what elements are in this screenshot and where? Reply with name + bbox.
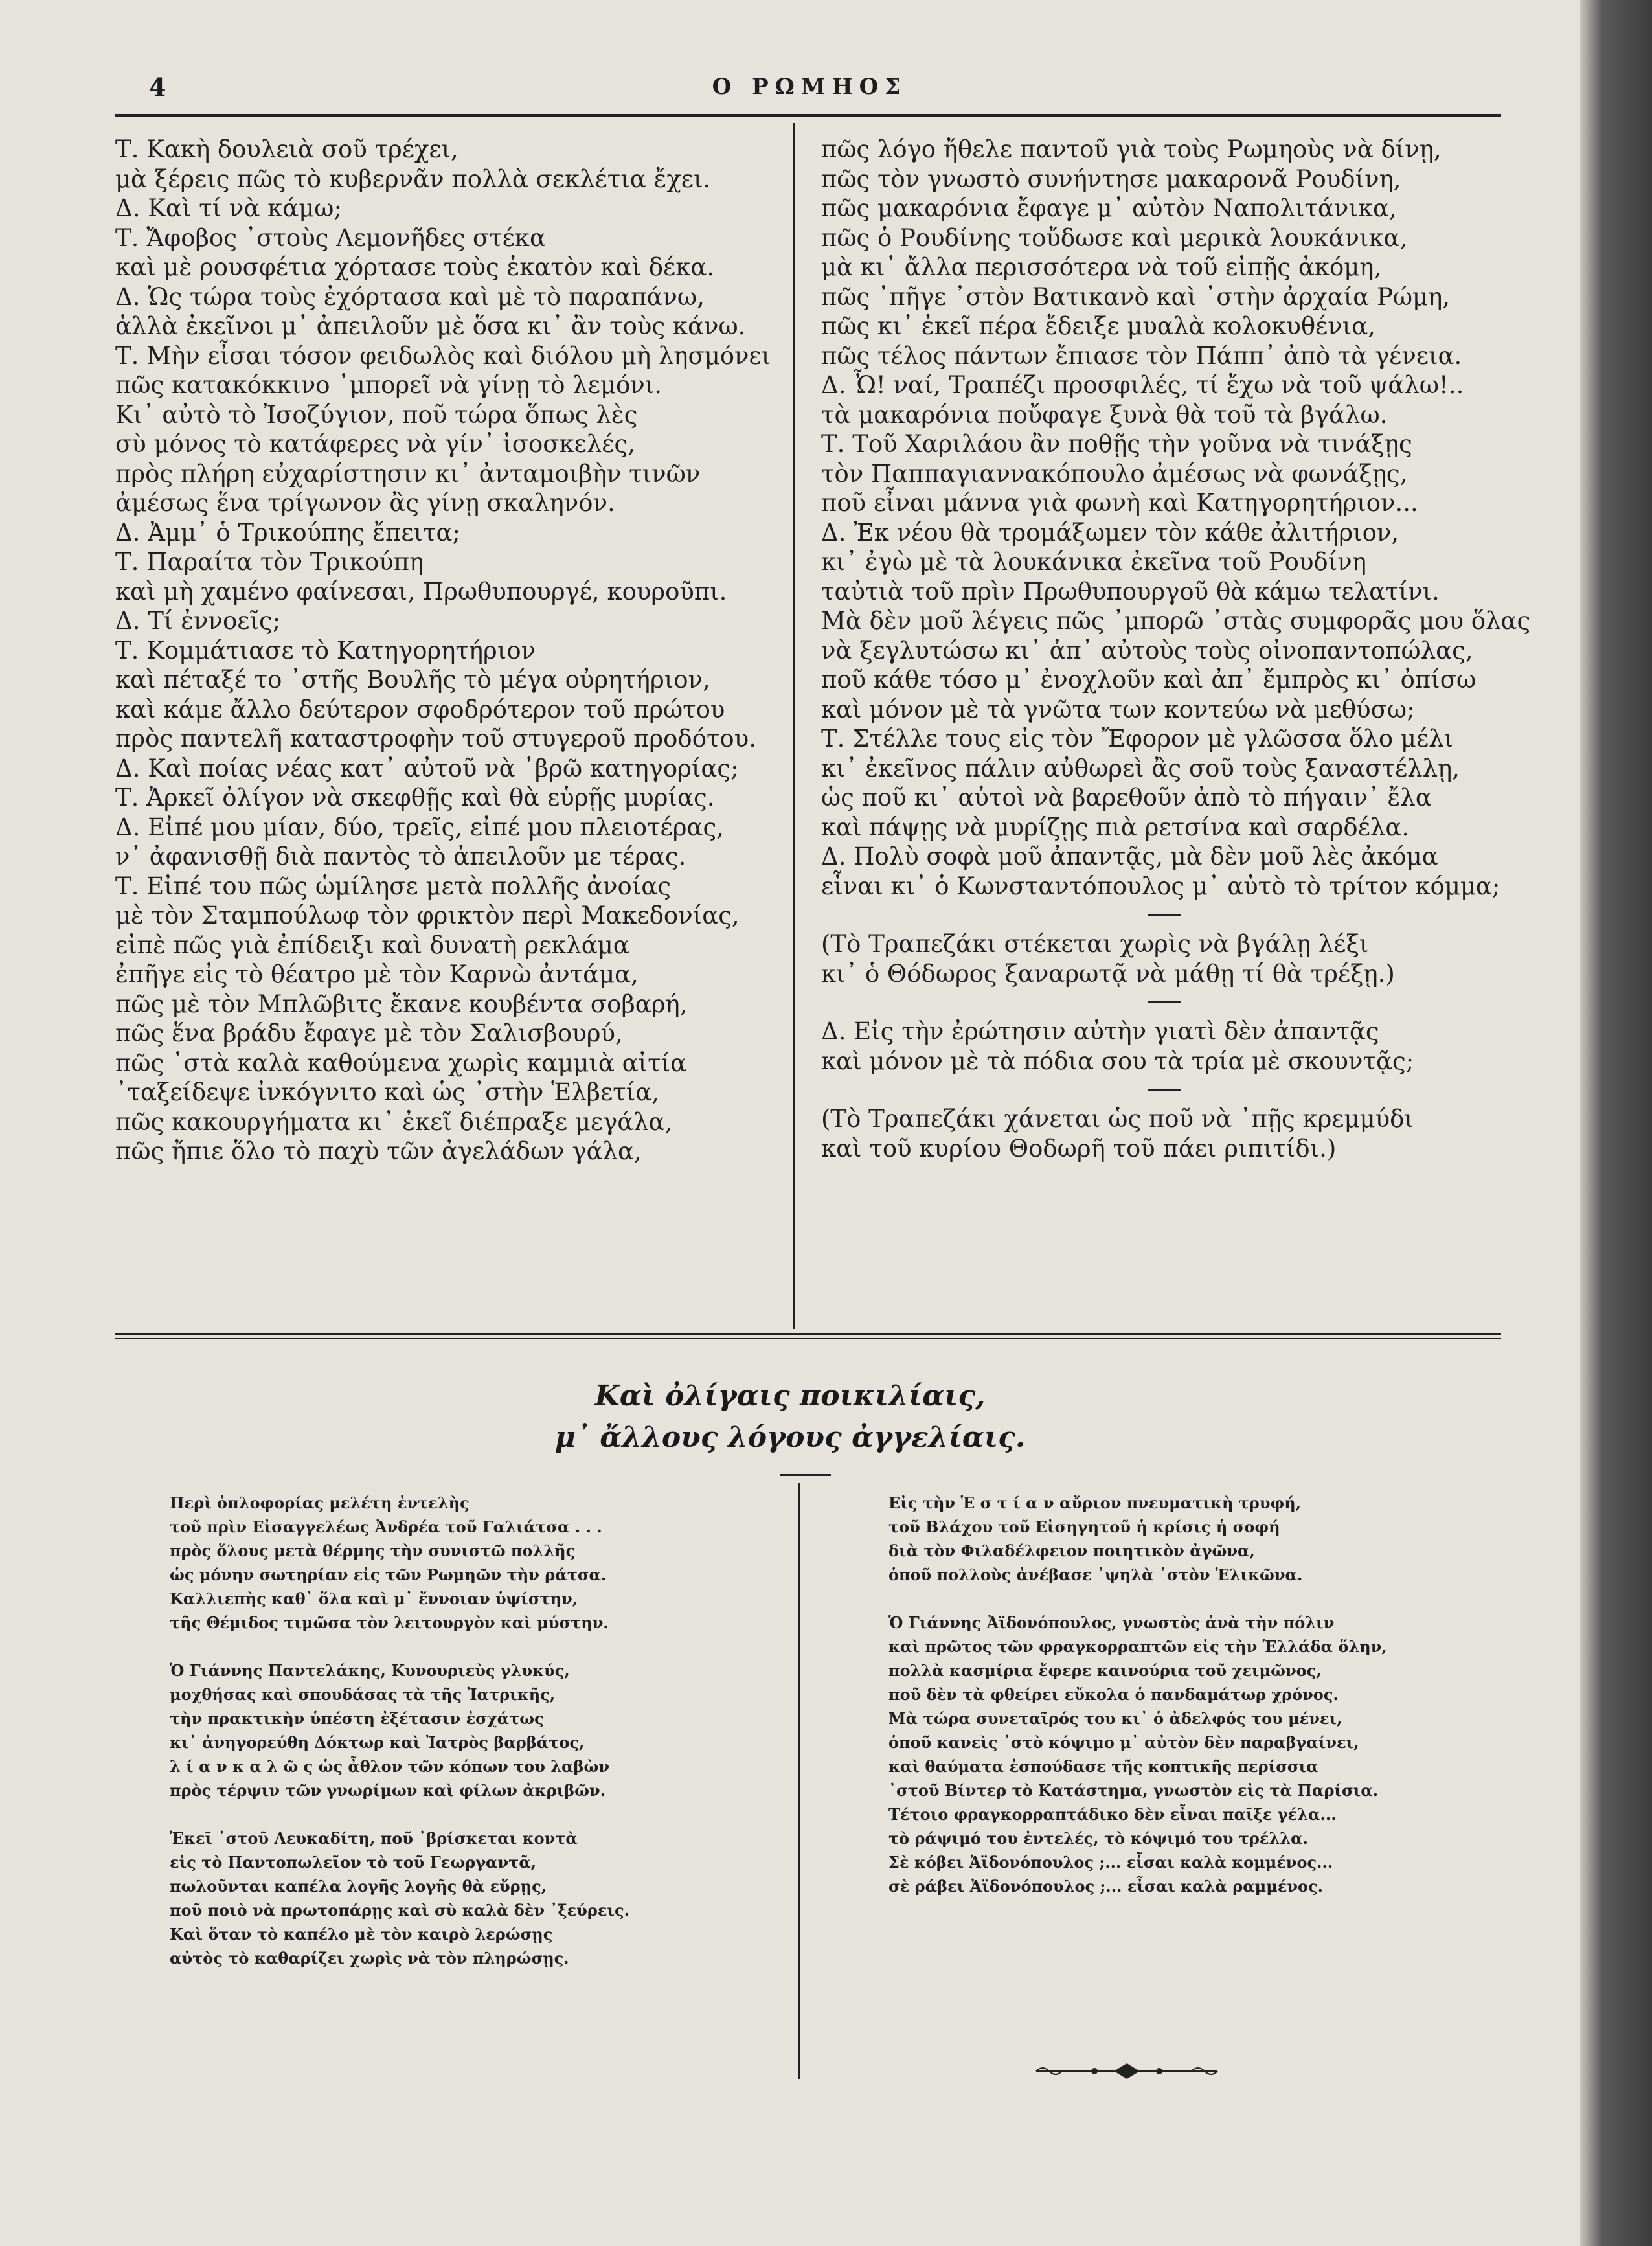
verse-line: πῶς ᾿πῆγε ᾿στὸν Βατικανὸ καὶ ᾿στὴν ἀρχαία Ρώμη,	[821, 282, 1451, 311]
verse-line: (Τὸ Τραπεζάκι χάνεται ὡς ποῦ νὰ ᾿πῇς κρεμμύδι	[821, 1105, 1414, 1133]
announcement-line: τὴν πρακτικὴν ὑπέστη ἐξέτασιν ἐσχάτως	[170, 1709, 544, 1728]
verse-line: καὶ κάμε ἄλλο δεύτερον σφοδρότερον τοῦ πρώτου	[115, 695, 725, 723]
verse-line: ἀμέσως ἕνα τρίγωνον ἂς γίνῃ σκαληνόν.	[115, 489, 615, 517]
page-number: 4	[149, 73, 166, 102]
verse-line: Τ. Ἀρκεῖ ὀλίγον νὰ σκεφθῇς καὶ θὰ εὑρῇς μυρίας.	[115, 784, 715, 811]
announcement-line: ᾿στοῦ Βίντερ τὸ Κατάστημα, γνωστὸν εἰς τὰ Παρίσια.	[888, 1781, 1379, 1800]
verse-line: Δ. Καὶ τί νὰ κάμω;	[115, 194, 342, 222]
header-rule	[115, 114, 1501, 117]
verse-line: (Τὸ Τραπεζάκι στέκεται χωρὶς νὰ βγάλῃ λέξι	[821, 930, 1369, 958]
announcements-left	[170, 1491, 629, 1994]
verse-line: μὰ κι᾿ ἄλλα περισσότερα νὰ τοῦ εἰπῇς ἀκόμη,	[821, 253, 1382, 281]
verse-line: εἶναι κι᾿ ὁ Κωνσταντόπουλος μ᾿ αὐτὸ τὸ τρίτον κόμμα;	[821, 872, 1500, 900]
announcement-line: κι᾿ ἀνηγορεύθη Δόκτωρ καὶ Ἰατρὸς βαρβάτος,	[170, 1733, 585, 1752]
verse-line: πῶς λόγο ἤθελε παντοῦ γιὰ τοὺς Ρωμηοὺς νὰ δίνῃ,	[821, 135, 1442, 163]
verse-line: πρὸς παντελῆ καταστροφὴν τοῦ στυγεροῦ προδότου.	[115, 725, 756, 753]
announcements-right	[888, 1491, 1387, 1922]
verse-line: Δ. Εἰς τὴν ἐρώτησιν αὐτὴν γιατὶ δὲν ἀπαντᾷς	[821, 1017, 1379, 1045]
announcement-stanza	[888, 1491, 1387, 1587]
verse-line: Μὰ δὲν μοῦ λέγεις πῶς ᾿μπορῶ ᾿στὰς συμφορᾶς μου ὅλας	[821, 607, 1531, 635]
page-edge-shadow	[1580, 0, 1652, 2246]
section-title-underline	[780, 1474, 831, 1476]
verse-line: τὰ μακαρόνια ποὔφαγε ξυνὰ θὰ τοῦ τὰ βγάλω.	[821, 400, 1388, 429]
section-title-line2: μ᾿ ἄλλους λόγους ἀγγελίαις.	[554, 1421, 1026, 1454]
verse-line: Τ. Στέλλε τους εἰς τὸν Ἔφορον μὲ γλῶσσα ὅλο μέλι	[821, 725, 1454, 753]
verse-line: Δ. Ἀμμ᾿ ὁ Τρικούπης ἔπειτα;	[115, 518, 460, 547]
verse-line: πῶς κακουργήματα κι᾿ ἐκεῖ διέπραξε μεγάλα,	[115, 1107, 673, 1136]
verse-line: πῶς τέλος πάντων ἔπιασε τὸν Πάππ᾿ ἀπὸ τὰ γένεια.	[821, 341, 1462, 370]
announcement-line: Τέτοιο φραγκορραπτάδικο δὲν εἶναι παῖξε γέλα...	[888, 1805, 1337, 1824]
verse-line: ᾿ταξείδεψε ἰνκόγνιτο καὶ ὡς ᾿στὴν Ἑλβετία,	[115, 1078, 659, 1106]
verse-line: Δ. Ἐκ νέου θὰ τρομάξωμεν τὸν κάθε ἀλιτήριον,	[821, 518, 1399, 547]
verse-line: ποῦ κάθε τόσο μ᾿ ἐνοχλοῦν καὶ ἀπ᾿ ἔμπρὸς κι᾿ ὀπίσω	[821, 666, 1477, 694]
announcement-line: τῆς Θέμιδος τιμῶσα τὸν λειτουργὸν καὶ μύστην.	[170, 1613, 609, 1632]
verse-line: καὶ μόνον μὲ τὰ πόδια σου τὰ τρία μὲ σκουντᾷς;	[821, 1047, 1414, 1075]
verse-line: Δ. Καὶ ποίας νέας κατ᾿ αὐτοῦ νὰ ᾿βρῶ κατηγορίας;	[115, 754, 739, 782]
verse-line: Δ. Ὡς τώρα τοὺς ἐχόρτασα καὶ μὲ τὸ παραπάνω,	[115, 282, 705, 311]
left-column	[115, 135, 769, 1166]
verse-line: πῶς κατακόκκινο ᾿μπορεῖ νὰ γίνῃ τὸ λεμόνι.	[115, 371, 662, 399]
announcement-line: Εἰς τὴν Ἑ σ τ ί α ν αὔριον πνευματικὴ τρυφή,	[888, 1493, 1302, 1512]
verse-line: καὶ τοῦ κυρίου Θοδωρῆ τοῦ πάει ριπιτίδι.)	[821, 1134, 1337, 1163]
announcement-line: ποῦ δὲν τὰ φθείρει εὔκολα ὁ πανδαμάτωρ χρόνος.	[888, 1685, 1339, 1704]
announcement-line: τὸ ράψιμό του ἐντελές, τὸ κόψιμό του τρέλλα.	[888, 1829, 1308, 1848]
verse-line: Δ. Εἰπέ μου μίαν, δύο, τρεῖς, εἰπέ μου πλειοτέρας,	[115, 813, 724, 841]
verse-line: κι᾿ ἐγὼ μὲ τὰ λουκάνικα ἐκεῖνα τοῦ Ρουδίνη	[821, 548, 1366, 576]
announcement-line: πολλὰ κασμίρια ἔφερε καινούρια τοῦ χειμῶνος,	[888, 1661, 1322, 1680]
verse-line: μὰ ξέρεις πῶς τὸ κυβερνᾶν πολλὰ σεκλέτια ἔχει.	[115, 164, 711, 193]
verse-line: πρὸς πλήρη εὐχαρίστησιν κι᾿ ἀνταμοιβὴν τινῶν	[115, 459, 701, 488]
announcement-line: πωλοῦνται καπέλα λογῆς λογῆς θὰ εὕρῃς,	[170, 1877, 547, 1896]
page-header	[117, 73, 1502, 111]
verse-line: Τ. Παραίτα τὸν Τρικούπη	[115, 548, 424, 576]
section-rule-top	[115, 1333, 1501, 1335]
separator-dash	[1148, 1089, 1181, 1091]
verse-line: νὰ ξεγλυτώσω κι᾿ ἀπ᾿ αὐτοὺς τοὺς οἰνοπαντοπώλας,	[821, 636, 1473, 664]
announcement-line: αὐτὸς τὸ καθαρίζει χωρὶς νὰ τὸν πληρώσῃς.	[170, 1949, 569, 1968]
masthead: Ο ΡΩΜΗΟΣ	[712, 74, 907, 100]
announcement-line: Περὶ ὁπλοφορίας μελέτη ἐντελὴς	[170, 1493, 470, 1512]
verse-line: ποῦ εἶναι μάννα γιὰ φωνὴ καὶ Κατηγορητήριον...	[821, 489, 1418, 517]
announcement-line: καὶ θαύματα ἐσπούδασε τῆς κοπτικῆς περίσσια	[888, 1757, 1318, 1776]
verse-line: Δ. Τί ἐννοεῖς;	[115, 607, 281, 635]
verse-line: πῶς ὁ Ρουδίνης τοὔδωσε καὶ μερικὰ λουκάνικα,	[821, 223, 1408, 252]
announcement-line: Ἐκεῖ ᾿στοῦ Λευκαδίτη, ποῦ ᾿βρίσκεται κοντὰ	[170, 1829, 578, 1848]
verse-line: Τ. Μὴν εἶσαι τόσον φειδωλὸς καὶ διόλου μὴ λησμόνει	[115, 341, 771, 370]
verse-line: Τ. Ἄφοβος ᾿στοὺς Λεμονῆδες στέκα	[115, 223, 546, 252]
announcement-line: διὰ τὸν Φιλαδέλφειον ποιητικὸν ἀγῶνα,	[888, 1541, 1255, 1560]
verse-line: εἰπὲ πῶς γιὰ ἐπίδειξι καὶ δυνατὴ ρεκλάμα	[115, 931, 629, 959]
announcement-line: λ ί α ν κ α λ ῶ ς ὡς ἆθλον τῶν κόπων του λαβὼν	[170, 1757, 609, 1776]
verse-line: καὶ μὴ χαμένο φαίνεσαι, Πρωθυπουργέ, κουροῦπι.	[115, 577, 727, 606]
right-column	[821, 135, 1531, 1163]
verse-line: ὡς ποῦ κι᾿ αὐτοὶ νὰ βαρεθοῦν ἀπὸ τὸ πήγαιν᾿ ἔλα	[821, 784, 1432, 811]
verse-line: κι᾿ ὁ Θόδωρος ξαναρωτᾷ νὰ μάθῃ τί θὰ τρέξῃ.)	[821, 959, 1395, 988]
verse-line: καὶ πέταξέ το ᾿στῆς Βουλῆς τὸ μέγα οὐρητήριον,	[115, 666, 710, 694]
separator-dash	[1148, 1001, 1181, 1003]
announcement-stanza	[170, 1826, 629, 1970]
announcement-line: ὡς μόνην σωτηρίαν εἰς τῶν Ρωμηῶν τὴν ράτσα.	[170, 1565, 607, 1584]
verse-line: ἐπῆγε εἰς τὸ θέατρο μὲ τὸν Καρνὼ ἀντάμα,	[115, 960, 639, 988]
announcement-line: Καλλιεπὴς καθ᾿ ὅλα καὶ μ᾿ ἔννοιαν ὑψίστην,	[170, 1589, 578, 1608]
verse-line: κι᾿ ἐκεῖνος πάλιν αὐθωρεὶ ἂς σοῦ τοὺς ξαναστέλλῃ,	[821, 754, 1460, 782]
column-divider	[793, 123, 795, 1329]
announcements-divider	[798, 1483, 800, 2079]
announcement-line: μοχθήσας καὶ σπουδάσας τὰ τῆς Ἰατρικῆς,	[170, 1685, 556, 1704]
verse-line: Τ. Εἰπέ του πῶς ὡμίλησε μετὰ πολλῆς ἀνοίας	[115, 872, 672, 900]
verse-line: Κι᾿ αὐτὸ τὸ Ἰσοζύγιον, ποῦ τώρα ὅπως λὲς	[115, 400, 638, 429]
separator-dash	[1148, 914, 1181, 916]
announcement-line: πρὸς ὅλους μετὰ θέρμης τὴν συνιστῶ πολλῆς	[170, 1541, 576, 1560]
announcement-stanza	[888, 1611, 1387, 1898]
announcement-line: εἰς τὸ Παντοπωλεῖον τὸ τοῦ Γεωργαντᾶ,	[170, 1853, 537, 1872]
verse-line: Τ. Τοῦ Χαριλάου ἂν ποθῇς τὴν γοῦνα νὰ τινάξῃς	[821, 430, 1412, 458]
verse-line: πῶς τὸν γνωστὸ συνήντησε μακαρονᾶ Ρουδίνη,	[821, 164, 1401, 193]
verse-line: ν᾿ ἀφανισθῇ διὰ παντὸς τὸ ἀπειλοῦν με τέρας.	[115, 843, 686, 870]
announcement-line: τοῦ πρὶν Εἰσαγγελέως Ἀνδρέα τοῦ Γαλιάτσα . . .	[170, 1517, 602, 1536]
verse-line: καὶ μὲ ρουσφέτια χόρτασε τοὺς ἑκατὸν καὶ δέκα.	[115, 253, 715, 281]
decorative-ornament-icon	[1030, 2058, 1224, 2084]
announcement-line: τοῦ Βλάχου τοῦ Εἰσηγητοῦ ἡ κρίσις ἡ σοφή	[888, 1517, 1280, 1536]
verse-line: ταὐτιὰ τοῦ πρὶν Πρωθυπουργοῦ θὰ κάμω τελατίνι.	[821, 577, 1440, 606]
verse-line: πῶς ἕνα βράδυ ἔφαγε μὲ τὸν Σαλισβουρύ,	[115, 1019, 623, 1047]
verse-line: Τ. Κακὴ δουλειὰ σοῦ τρέχει,	[115, 135, 458, 163]
announcement-line: ποῦ ποιὸ νὰ πρωτοπάρῃς καὶ σὺ καλὰ δὲν ᾿ξεύρεις.	[170, 1901, 629, 1920]
verse-line: σὺ μόνος τὸ κατάφερες νὰ γίν᾿ ἰσοσκελές,	[115, 430, 635, 458]
announcement-line: ὁποῦ πολλοὺς ἀνέβασε ᾿ψηλὰ ᾿στὸν Ἑλικῶνα.	[888, 1565, 1303, 1584]
announcement-line: Σὲ κόβει Ἀϊδονόπουλος ;... εἶσαι καλὰ κομμένος...	[888, 1853, 1333, 1872]
verse-line: μὲ τὸν Σταμπούλωφ τὸν φρικτὸν περὶ Μακεδονίας,	[115, 902, 740, 929]
verse-line: πῶς κι᾿ ἐκεῖ πέρα ἔδειξε μυαλὰ κολοκυθένια,	[821, 312, 1376, 340]
verse-line: πῶς ᾿στὰ καλὰ καθούμενα χωρὶς καμμιὰ αἰτία	[115, 1049, 687, 1077]
announcement-line: ὁποῦ κανεὶς ᾿στὸ κόψιμο μ᾿ αὐτὸν δὲν παραβγαίνει,	[888, 1733, 1359, 1752]
section-title-line1: Καὶ ὀλίγαις ποικιλίαις,	[594, 1379, 986, 1412]
announcement-line: πρὸς τέρψιν τῶν γνωρίμων καὶ φίλων ἀκριβῶν.	[170, 1781, 606, 1800]
announcement-line: καὶ πρῶτος τῶν φραγκορραπτῶν εἰς τὴν Ἑλλάδα ὅλην,	[888, 1637, 1387, 1656]
section-rule-bottom	[115, 1338, 1501, 1339]
announcement-line: Ὁ Γιάννης Παντελάκης, Κυνουριεὺς γλυκύς,	[170, 1661, 570, 1680]
verse-line: πῶς μακαρόνια ἔφαγε μ᾿ αὐτὸν Ναπολιτάνικα,	[821, 194, 1397, 222]
verse-line: ἀλλὰ ἐκεῖνοι μ᾿ ἀπειλοῦν μὲ ὅσα κι᾿ ἂν τοὺς κάνω.	[115, 312, 746, 340]
announcement-line: Καὶ ὅταν τὸ καπέλο μὲ τὸν καιρὸ λερώσῃς	[170, 1925, 553, 1944]
verse-line: τὸν Παππαγιαννακόπουλο ἀμέσως νὰ φωνάξῃς,	[821, 459, 1408, 488]
verse-line: Δ. Ὦ! ναί, Τραπέζι προσφιλές, τί ἔχω νὰ τοῦ ψάλω!..	[821, 371, 1464, 399]
announcement-stanza	[170, 1659, 629, 1802]
verse-line: καὶ μόνον μὲ τὰ γνῶτα των κοντεύω νὰ μεθύσω;	[821, 695, 1415, 723]
announcement-line: σὲ ράβει Ἀϊδονόπουλος ;... εἶσαι καλὰ ραμμένος.	[888, 1877, 1324, 1896]
announcement-line: Ὁ Γιάννης Ἀϊδονόπουλος, γνωστὸς ἀνὰ τὴν πόλιν	[888, 1613, 1335, 1632]
verse-line: πῶς μὲ τὸν Μπλῶβιτς ἔκανε κουβέντα σοβαρή,	[115, 990, 688, 1018]
verse-line: πῶς ἤπιε ὅλο τὸ παχὺ τῶν ἀγελάδων γάλα,	[115, 1137, 642, 1165]
verse-line: καὶ πάψῃς νὰ μυρίζῃς πιὰ ρετσίνα καὶ σαρδέλα.	[821, 813, 1410, 841]
announcement-stanza	[170, 1491, 629, 1635]
announcement-line: Μὰ τώρα συνεταῖρός του κι᾿ ὁ ἀδελφός του μένει,	[888, 1709, 1342, 1728]
verse-line: Δ. Πολὺ σοφὰ μοῦ ἀπαντᾷς, μὰ δὲν μοῦ λὲς ἀκόμα	[821, 843, 1438, 870]
verse-line: Τ. Κομμάτιασε τὸ Κατηγορητήριον	[115, 636, 536, 664]
